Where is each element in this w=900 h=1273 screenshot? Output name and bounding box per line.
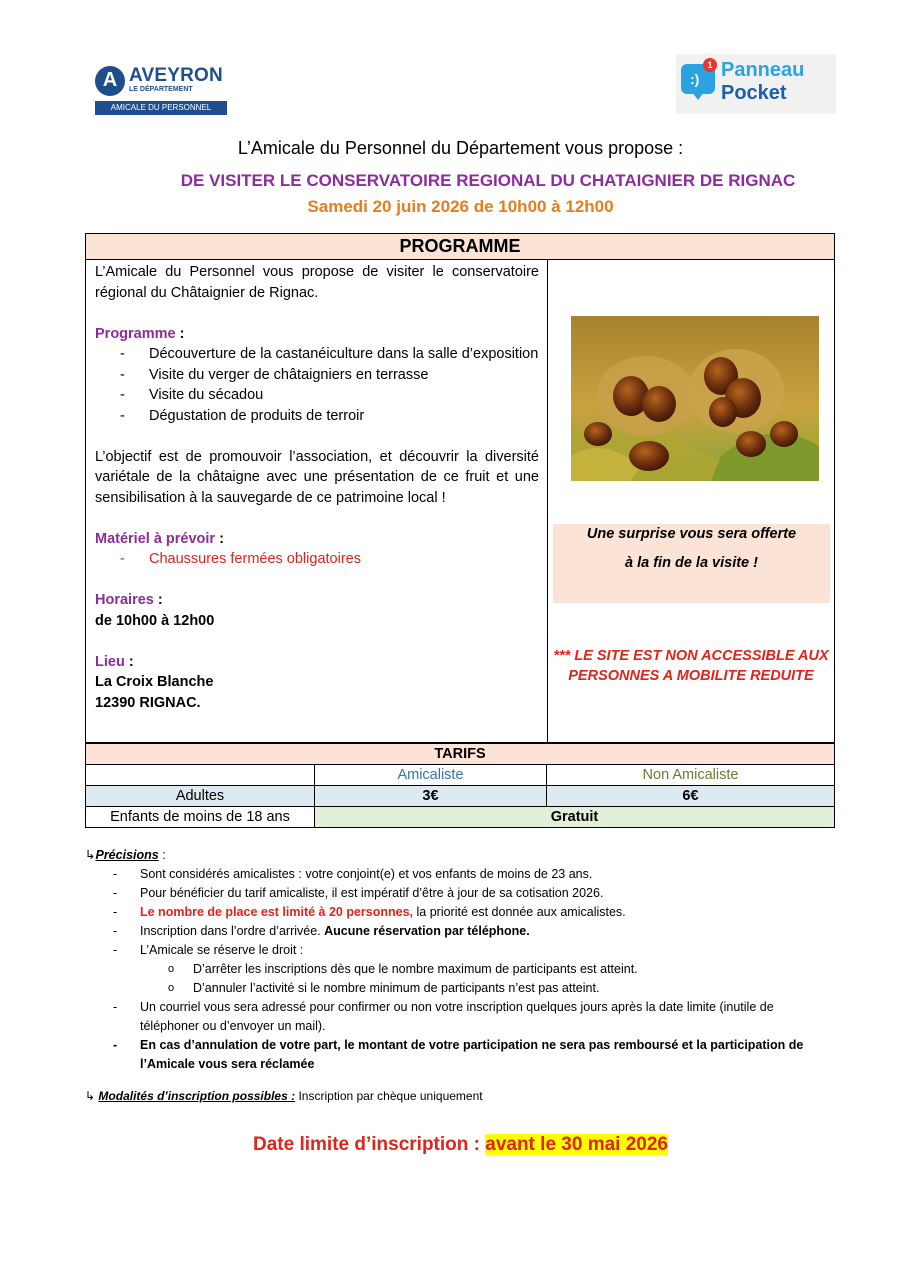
programme-intro: L’Amicale du Personnel vous propose de visiter le conservatoire régional du Châtaignier de Rignac.	[95, 264, 539, 301]
precision-item: - Un courriel vous sera adressé pour confirmer ou non votre inscription quelques jours après la date limite (inutile de téléphoner ou d’envoyer un mail).	[85, 998, 835, 1036]
programme-label: Programme	[95, 325, 176, 342]
surprise-line2: à la fin de la visite !	[625, 555, 758, 571]
surprise-box	[553, 524, 830, 603]
tarifs-empty-cell	[86, 765, 315, 785]
table-row	[86, 807, 834, 827]
accessibility-warning: *** LE SITE EST NON ACCESSIBLE AUX PERSONNES A MOBILITE REDUITE	[553, 648, 829, 684]
modalites-value: Inscription par chèque uniquement	[298, 1089, 483, 1103]
deadline-value: avant le 30 mai 2026	[485, 1134, 668, 1155]
precisions-label-line: ↳Précisions :	[85, 848, 166, 862]
horaires-label-colon: :	[153, 592, 163, 608]
order-bold: Aucune réservation par téléphone.	[324, 924, 530, 938]
materiel-item: - Chaussures fermées obligatoires	[95, 549, 539, 570]
precisions-section	[85, 846, 835, 1074]
lieu-label-colon: :	[124, 653, 134, 670]
programme-label-colon: :	[175, 325, 185, 342]
precision-item: - Sont considérés amicalistes : votre conjoint(e) et vos enfants de moins de 23 ans.	[85, 865, 835, 884]
precision-item-order	[85, 922, 835, 941]
materiel-label: Matériel à prévoir	[95, 530, 216, 547]
intro-text: L’Amicale du Personnel du Département vous propose :	[237, 138, 684, 158]
price-adultes-non: 6€	[682, 788, 699, 804]
notification-badge: 1	[703, 58, 717, 72]
price-enfants: Gratuit	[315, 807, 834, 827]
modalites-line: ↳ Modalités d’inscription possibles : Inscription par chèque uniquement	[85, 1089, 483, 1103]
lieu-label: Lieu	[95, 653, 125, 670]
tarifs-columns-row	[86, 765, 834, 786]
event-date: Samedi 20 juin 2026 de 10h00 à 12h00	[307, 197, 614, 216]
panneau-pocket-line1: Panneau	[721, 59, 805, 81]
horaires-label-line	[95, 590, 539, 611]
precision-item: - En cas d’annulation de votre part, le montant de votre participation ne sera pas remboursé et la participation de l’Amicale vous sera réclamée	[85, 1036, 835, 1074]
panneau-pocket-line2: Pocket	[721, 82, 787, 104]
aveyron-logo-letter: A	[102, 69, 118, 91]
programme-details	[95, 262, 539, 713]
phone-bubble-icon: :)	[681, 64, 715, 94]
table-row	[86, 786, 834, 807]
panneau-pocket-logo	[676, 54, 836, 114]
arrow-icon: ↳	[85, 848, 96, 862]
limit-red: Le nombre de place est limité à 20 personnes,	[140, 905, 414, 919]
modalites-label: Modalités d’inscription possibles	[98, 1089, 288, 1103]
event-title: DE VISITER LE CONSERVATOIRE REGIONAL DU CHATAIGNIER DE RIGNAC	[180, 171, 796, 190]
limit-rest: la priorité est donnée aux amicalistes.	[413, 905, 626, 919]
surprise-line1: Une surprise vous sera offerte	[586, 526, 797, 542]
programme-item: - Visite du verger de châtaigniers en terrasse	[95, 365, 539, 386]
precision-item: - L’Amicale se réserve le droit :	[85, 941, 835, 960]
col-non-amicaliste: Non Amicaliste	[642, 767, 739, 783]
aveyron-logo-subtitle: LE DÉPARTEMENT	[129, 86, 193, 93]
col-amicaliste: Amicaliste	[315, 765, 547, 785]
arrow-icon: ↳	[85, 1089, 96, 1103]
materiel-label-line	[95, 529, 539, 550]
programme-item: - Visite du sécadou	[95, 385, 539, 406]
materiel-label-colon: :	[215, 530, 224, 547]
programme-item: - Découverture de la castanéiculture dans la salle d’exposition	[95, 344, 539, 365]
precision-sub-item: o D’annuler l’activité si le nombre minimum de participants n’est pas atteint.	[85, 979, 835, 998]
precisions-label: Précisions	[95, 848, 159, 862]
lieu-label-line	[95, 652, 539, 673]
price-adultes-amicaliste: 3€	[315, 786, 547, 806]
programme-objective: L’objectif est de promouvoir l’association, et découvrir la diversité variétale de la châtaigne avec une présentation de ce fruit et une sensibilisation à la sauvegarde de ce patrimoine local !	[95, 448, 539, 506]
aveyron-logo	[95, 63, 227, 115]
order-text: Inscription dans l’ordre d’arrivée.	[140, 924, 325, 938]
precision-sub-item: o D’arrêter les inscriptions dès que le nombre maximum de participants est atteint.	[85, 960, 835, 979]
deadline	[0, 1134, 900, 1156]
horaires-value: de 10h00 à 12h00	[95, 612, 215, 629]
programme-item: - Dégustation de produits de terroir	[95, 406, 539, 427]
tarifs-table	[85, 743, 835, 828]
row-label-enfants: Enfants de moins de 18 ans	[86, 807, 315, 827]
aveyron-logo-name: AVEYRON	[129, 65, 223, 86]
precision-item-limit	[85, 903, 835, 922]
aveyron-logo-band: AMICALE DU PERSONNEL	[95, 101, 227, 115]
aveyron-logo-mark	[95, 66, 125, 96]
precision-item: - Pour bénéficier du tarif amicaliste, il est impératif d’être à jour de sa cotisation 2026.	[85, 884, 835, 903]
horaires-label: Horaires	[95, 592, 154, 608]
programme-label-line	[95, 324, 539, 345]
lieu-line2: 12390 RIGNAC.	[95, 694, 201, 711]
programme-heading: PROGRAMME	[86, 234, 834, 260]
chestnut-photo	[571, 316, 819, 481]
lieu-line1: La Croix Blanche	[95, 674, 214, 690]
deadline-label: Date limite d’inscription :	[253, 1134, 486, 1155]
row-label-adultes: Adultes	[86, 786, 315, 806]
tarifs-heading: TARIFS	[434, 746, 486, 762]
bubble-tail-icon	[692, 92, 704, 100]
tarifs-heading-row	[86, 744, 834, 765]
